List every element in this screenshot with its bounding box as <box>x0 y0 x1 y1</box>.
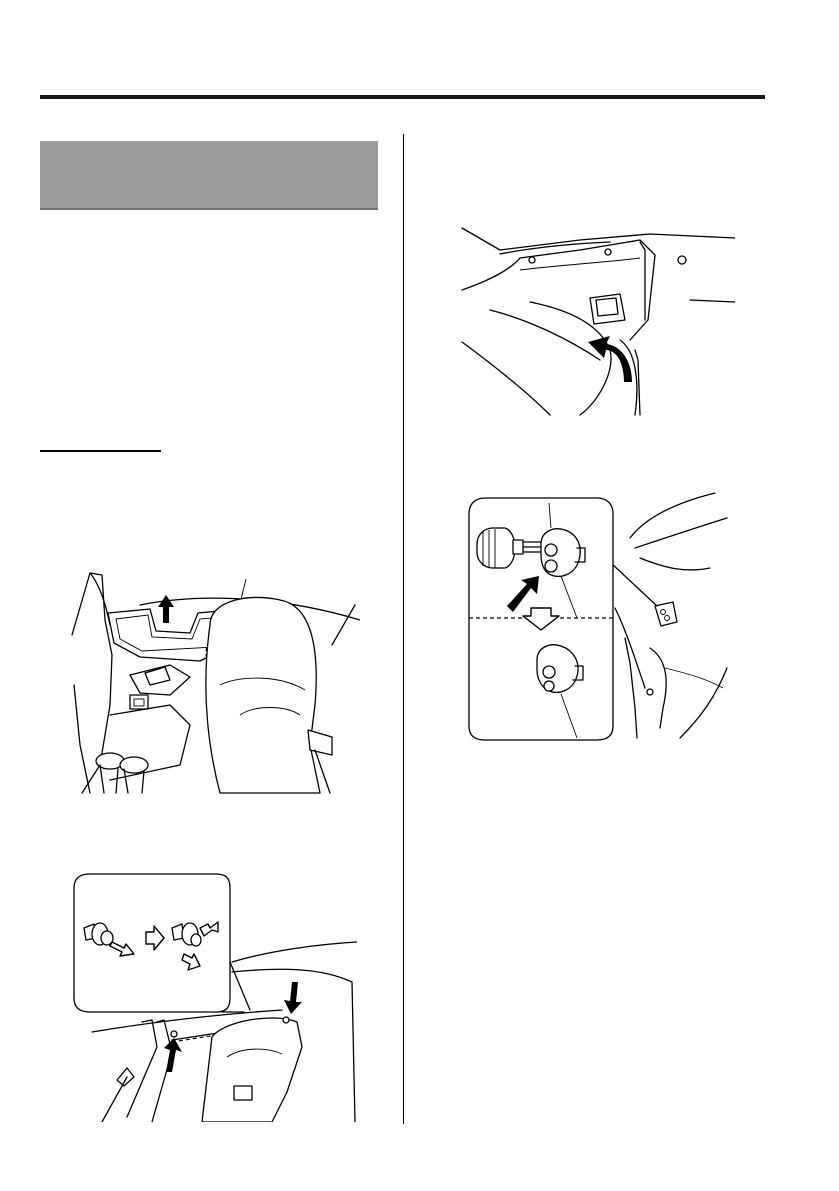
windblocker-illustration <box>70 565 360 795</box>
column-divider <box>403 134 404 1124</box>
header-rule <box>40 95 765 99</box>
down-arrow-icon <box>284 982 302 1014</box>
up-arrow-icon <box>158 595 174 623</box>
trunk-trim-illustration <box>460 210 735 425</box>
subheading-underline <box>40 450 161 452</box>
section-banner <box>40 141 378 210</box>
bulb-socket-illustration <box>465 488 730 744</box>
trim-fastener-illustration <box>72 872 357 1122</box>
curved-arrow-icon <box>588 336 632 382</box>
